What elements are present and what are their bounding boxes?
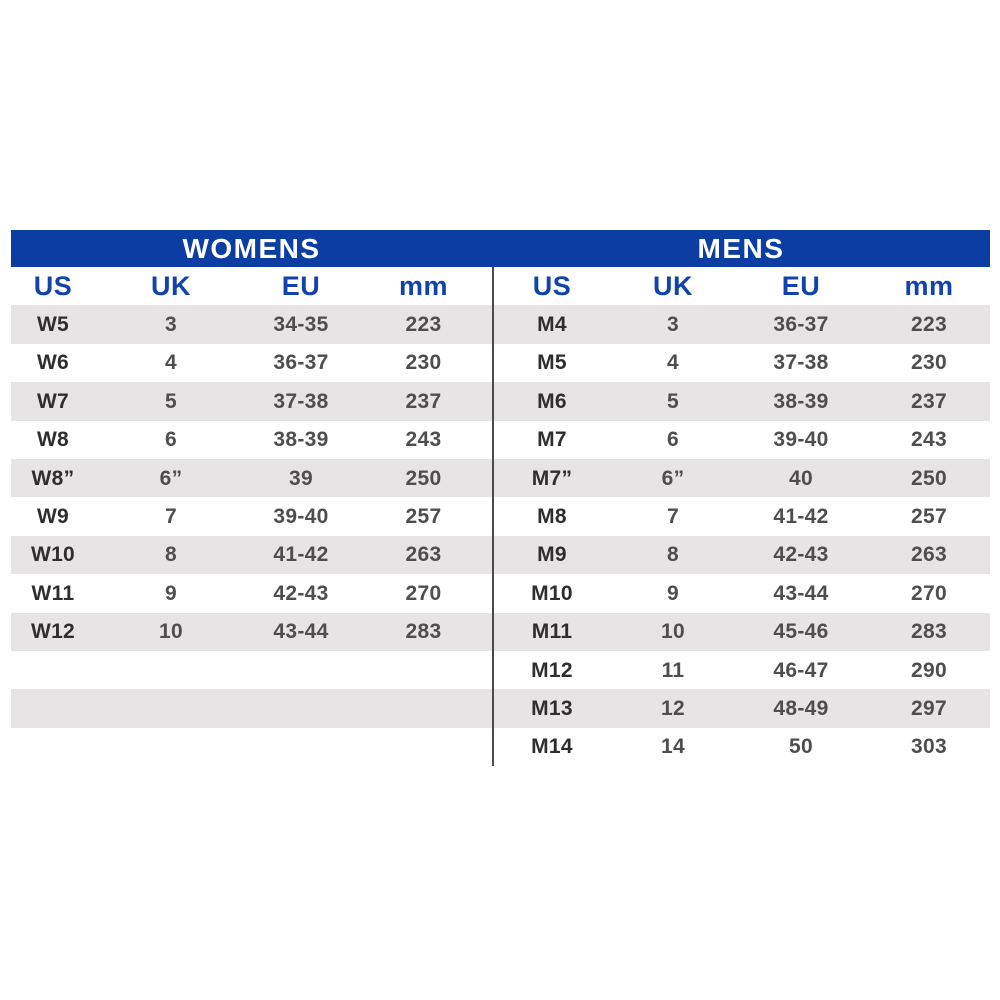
table-cell: M5 bbox=[537, 351, 567, 375]
table-cell: 38-39 bbox=[773, 389, 829, 413]
table-row bbox=[11, 651, 990, 689]
table-cell: W8” bbox=[31, 466, 75, 490]
table-cell: W11 bbox=[31, 581, 75, 605]
table-cell: 283 bbox=[911, 620, 947, 644]
table-cell: 270 bbox=[911, 581, 947, 605]
table-cell: 8 bbox=[667, 543, 679, 567]
table-cell: 250 bbox=[911, 466, 947, 490]
table-row bbox=[11, 344, 990, 382]
table-cell: M9 bbox=[537, 543, 567, 567]
table-row bbox=[11, 305, 990, 343]
table-cell: 38-39 bbox=[273, 428, 329, 452]
table-cell: 263 bbox=[911, 543, 947, 567]
table-row bbox=[11, 613, 990, 651]
shoe-size-chart bbox=[11, 230, 990, 766]
table-cell: 3 bbox=[165, 313, 177, 337]
table-cell: 7 bbox=[165, 505, 177, 529]
column-header-womens-us: US bbox=[33, 270, 73, 301]
column-header-womens-mm: mm bbox=[398, 270, 448, 301]
table-cell: 36-37 bbox=[273, 351, 329, 375]
table-cell: W5 bbox=[36, 313, 70, 337]
table-cell: 243 bbox=[911, 428, 947, 452]
table-cell: 303 bbox=[911, 735, 947, 759]
column-header-womens-eu: EU bbox=[281, 270, 321, 301]
table-cell: W12 bbox=[30, 620, 76, 644]
table-cell: 39 bbox=[289, 466, 313, 490]
table-cell: 43-44 bbox=[273, 620, 329, 644]
table-row bbox=[11, 574, 990, 612]
table-cell: 42-43 bbox=[773, 543, 829, 567]
table-cell: 263 bbox=[405, 543, 442, 567]
table-cell: 8 bbox=[165, 543, 177, 567]
table-cell: 46-47 bbox=[773, 658, 829, 682]
table-cell: 39-40 bbox=[273, 505, 329, 529]
table-row bbox=[11, 689, 990, 727]
table-cell: 4 bbox=[165, 351, 177, 375]
table-cell: 9 bbox=[165, 581, 177, 605]
table-cell: 5 bbox=[165, 389, 177, 413]
table-cell: M8 bbox=[537, 505, 567, 529]
table-cell: 6 bbox=[165, 428, 177, 452]
table-cell: 243 bbox=[405, 428, 442, 452]
table-row bbox=[11, 382, 990, 420]
mens-section-title: MENS bbox=[697, 232, 785, 264]
table-cell: 5 bbox=[667, 389, 679, 413]
table-cell: 7 bbox=[667, 505, 679, 529]
table-row bbox=[11, 421, 990, 459]
table-cell: M6 bbox=[537, 389, 567, 413]
table-cell: 34-35 bbox=[273, 313, 329, 337]
table-cell: 223 bbox=[405, 313, 442, 337]
table-cell: 43-44 bbox=[773, 581, 829, 605]
table-cell: 37-38 bbox=[273, 389, 329, 413]
table-cell: 6” bbox=[661, 466, 685, 490]
table-cell: 270 bbox=[405, 581, 442, 605]
table-cell: 4 bbox=[667, 351, 679, 375]
womens-section-title: WOMENS bbox=[182, 232, 321, 264]
column-header-mens-mm: mm bbox=[904, 270, 954, 301]
table-cell: M4 bbox=[537, 313, 567, 337]
size-table-body bbox=[11, 267, 990, 766]
table-cell: 3 bbox=[667, 313, 679, 337]
table-cell: 237 bbox=[405, 389, 442, 413]
table-cell: 6” bbox=[159, 466, 183, 490]
table-cell: 257 bbox=[405, 505, 442, 529]
table-cell: 237 bbox=[911, 389, 947, 413]
table-cell: 41-42 bbox=[273, 543, 329, 567]
table-cell: 42-43 bbox=[273, 581, 329, 605]
table-cell: 10 bbox=[661, 620, 685, 644]
column-header-mens-uk: UK bbox=[653, 270, 693, 301]
table-cell: W6 bbox=[36, 351, 70, 375]
table-cell: 297 bbox=[911, 696, 947, 720]
table-cell: M7 bbox=[537, 428, 567, 452]
table-cell: 12 bbox=[661, 696, 685, 720]
table-cell: 250 bbox=[405, 466, 442, 490]
table-cell: 14 bbox=[661, 735, 685, 759]
table-cell: 9 bbox=[667, 581, 679, 605]
table-cell: 10 bbox=[159, 620, 183, 644]
table-cell: M12 bbox=[531, 658, 573, 682]
table-cell: 45-46 bbox=[773, 620, 829, 644]
section-title-bar bbox=[11, 230, 990, 267]
table-cell: 230 bbox=[911, 351, 947, 375]
table-cell: 257 bbox=[911, 505, 947, 529]
table-cell: 41-42 bbox=[773, 505, 829, 529]
table-cell: 11 bbox=[661, 658, 685, 682]
table-cell: M14 bbox=[531, 735, 573, 759]
table-row bbox=[11, 728, 990, 766]
table-row bbox=[11, 459, 990, 497]
table-cell: 230 bbox=[405, 351, 442, 375]
table-cell: 39-40 bbox=[773, 428, 829, 452]
table-cell: M10 bbox=[531, 581, 573, 605]
table-cell: W10 bbox=[30, 543, 76, 567]
table-cell: W9 bbox=[36, 505, 70, 529]
table-row bbox=[11, 497, 990, 535]
table-cell: 37-38 bbox=[773, 351, 829, 375]
table-cell: 223 bbox=[911, 313, 947, 337]
table-divider bbox=[492, 267, 494, 766]
table-row bbox=[11, 536, 990, 574]
table-cell: 40 bbox=[789, 466, 813, 490]
table-cell: 6 bbox=[667, 428, 679, 452]
table-cell: 290 bbox=[911, 658, 947, 682]
table-cell: M11 bbox=[531, 620, 573, 644]
column-header-mens-us: US bbox=[532, 270, 572, 301]
table-cell: M7” bbox=[531, 466, 573, 490]
table-cell: W7 bbox=[36, 389, 70, 413]
column-header-mens-eu: EU bbox=[781, 270, 821, 301]
table-cell: 36-37 bbox=[773, 313, 829, 337]
table-cell: W8 bbox=[36, 428, 70, 452]
table-cell: 283 bbox=[405, 620, 442, 644]
table-cell: M13 bbox=[531, 696, 573, 720]
column-header-row bbox=[11, 267, 990, 305]
column-header-womens-uk: UK bbox=[151, 270, 191, 301]
table-cell: 48-49 bbox=[773, 696, 829, 720]
table-cell: 50 bbox=[789, 735, 813, 759]
